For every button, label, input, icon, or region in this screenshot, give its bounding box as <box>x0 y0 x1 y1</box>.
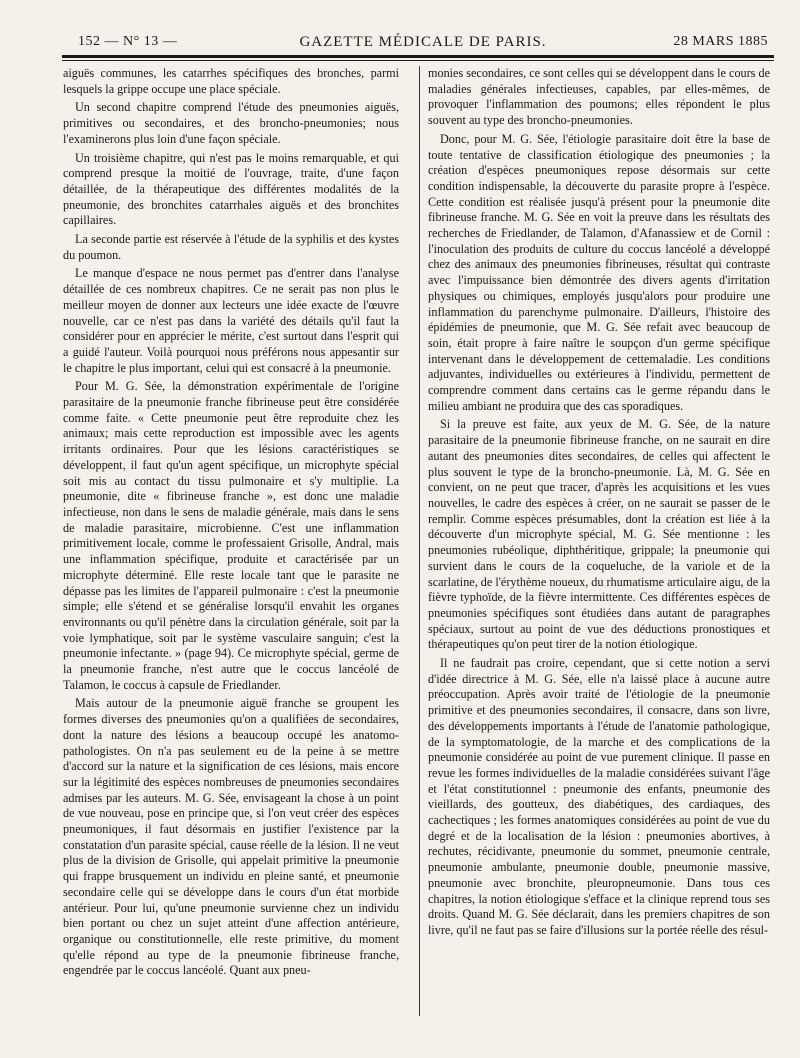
paragraph: monies secondaires, ce sont celles qui se développent dans le cours de maladies générales infectieuses, capables, par elles-mêmes, de provoquer l'inflammation des poumons; elles répondent le plus souvent au type des broncho-pneumonies. <box>428 66 770 128</box>
paragraph: Si la preuve est faite, aux yeux de M. G. Sée, de la nature parasitaire de la pneumonie fibrineuse franche, on ne saurait en dire autant des pneumonies dites secondaires, de celles qui affectent le plus souvent le type de la broncho-pneumonie. Là, M. G. Sée en convient, on ne peut que tracer, d'après les acquisitions et les vues nouvelles, le cadre des espèces à créer, on ne saurait se passer de le remplir. Comme espèces présumables, dont la création est liée à la découverte d'un microphyte spécial, M. G. Sée mentionne : les pneumonies rubéolique, diphthéritique, grippale; la pneumonie qui survient dans le cours de la coqueluche, de la variole et de la scarlatine, de l'érythème noueux, du rhumatisme articulaire aigu, de la fièvre typhoïde, de la fièvre intermittente. Ces différentes espèces de pneumonies spécifiques sont étudiées dans autant de paragraphes spéciaux, surtout au point de vue des déductions pronostiques et thérapeutiques qu'on peut tirer de la notion étiologique. <box>428 417 770 652</box>
paragraph: Un second chapitre comprend l'étude des pneumonies aiguës, primitives ou secondaires, et des broncho-pneumonies; nous l'examinerons plus loin d'une façon spéciale. <box>63 100 399 146</box>
paragraph: Pour M. G. Sée, la démonstration expérimentale de l'origine parasitaire de la pneumonie franche fibrineuse peut être considérée comme faite. « Cette pneumonie peut être reproduite chez les animaux; mais cette reproduction est impossible avec les agents irritants ordinaires. Pour que les lésions caractéristiques se développent, il faut qu'un agent spécifique, un microphyte spécial soit mis au contact du tissu pulmonaire et s'y multiplie. La pneumonie, dite « fibrineuse franche », est donc une maladie infectieuse, non dans le sens de maladie générale, mais dans le sens de maladie parasitaire, microbienne. C'est une inflammation primitivement locale, comme le professaient Grisolle, Andral, mais une inflammation spécifique, produite et caractérisée par un microphyte déterminé. Elle reste locale tant que le parasite ne dépasse pas les limites de l'appareil pulmonaire : c'est la pneumonie simple; elle s'étend et se généralise lorsqu'il envahit les organes environnants ou qu'il pénètre dans la circulation générale, soit par la voie lymphatique, soit par le système vasculaire sanguin; c'est la pneumonie infectante. » (page 94). Ce microphyte spécial, germe de la pneumonie franche, n'est autre que le coccus lancéolé de Talamon, le coccus à capsule de Friedlander. <box>63 379 399 692</box>
page-number: 152 — N° 13 — <box>78 34 178 49</box>
issue-date: 28 MARS 1885 <box>673 34 768 49</box>
paragraph: Le manque d'espace ne nous permet pas d'entrer dans l'analyse détaillée de ces nombreux chapitres. Ce ne serait pas non plus le meilleur moyen de donner aux lecteurs une idée exacte de l'œuvre nouvelle, car ce n'est pas dans la variété des détails qu'il faut la considérer pour en apprécier le mérite, c'est surtout dans l'esprit qui a guidé l'auteur. Voilà pourquoi nous préférons nous appesantir sur le chapitre le plus important, celui qui est consacré à la pneumonie. <box>63 266 399 375</box>
journal-title: GAZETTE MÉDICALE DE PARIS. <box>299 34 547 50</box>
header-rule-thin <box>62 60 774 61</box>
page-header <box>78 32 768 54</box>
paragraph: Donc, pour M. G. Sée, l'étiologie parasitaire doit être la base de toute tentative de classification étiologique des pneumonies ; la création d'espèces pneumoniques repose désormais sur cette condition indispensable, la découverte du parasite propre à l'espèce. Cette condition est réalisée jusqu'à présent pour la pneumonie dite fibrineuse franche. M. G. Sée en voit la preuve dans les résultats des recherches de Friedlander, de Talamon, d'Afanassiew et de Cornil : l'inoculation des produits de culture du coccus lancéolé a développé chez des animaux des pneumonies fibrineuses, résultat qui contraste avec l'impuissance bien démontrée des divers agents d'irritation physiques ou chimiques, employés jusqu'alors pour produire une inflammation du parenchyme pulmonaire. D'ailleurs, l'histoire des épidémies de pneumonie, que M. G. Sée refait avec beaucoup de soin, était propre à faire naître le soupçon d'un germe spécifique intervenant dans le développement de cettemaladie. Les conditions adjuvantes, individuelles ou extérieures à l'individu, permettent de comprendre comment dans certains cas le germe répandu dans le milieu ambiant ne produira que des cas sporadiques. <box>428 131 770 413</box>
paragraph: Il ne faudrait pas croire, cependant, que si cette notion a servi d'idée directrice à M. G. Sée, elle n'a laissé place à aucune autre préoccupation. Après avoir traité de l'étiologie de la pneumonie primitive et des pneumonies secondaires, il consacre, dans son livre, des développements importants à l'étude de l'anatomie pathologique, de la symptomatologie, de la marche et des complications de la pneumonie considérée au point de vue purement clinique. Il passe en revue les formes individuelles de la maladie considérées suivant l'âge et l'état constitutionnel : pneumonie des enfants, pneumonie des vieillards, des goutteux, des diabétiques, des cardiaques, des cachectiques ; les formes anatomiques considérées au point de vue du degré et de la localisation de la lésion : pneumonies abortives, à rechutes, récidivante, pneumonie du sommet, pneumonie centrale, pneumonie ambulante, pneumonie double, pneumonie massive, pneumonie avec bronchite, pleuropneumonie. Dans tous ces chapitres, la notion étiologique s'efface et la clinique reprend tous ses droits. Quand M. G. Sée déclarait, dans les premiers chapitres de son livre, qu'il ne faut pas se faire d'illusions sur la portée réelle des résul- <box>428 656 770 937</box>
paragraph: aiguës communes, les catarrhes spécifiques des bronches, parmi lesquels la grippe occupe une place spéciale. <box>63 66 399 96</box>
paragraph: Mais autour de la pneumonie aiguë franche se groupent les formes diverses des pneumonies qu'on a qualifiées de secondaires, dont la nature des lésions a beaucoup occupé les anatomo-pathologistes. On n'a pas seulement eu de la peine à se mettre d'accord sur la nature et la signification de ces lésions, mais encore sur la légitimité des espèces nombreuses de pneumonies secondaires admises par les auteurs. M. G. Sée, envisageant la chose à un point de vue nouveau, pose en principe que, si l'on veut créer des espèces pneumoniques, il faut désormais en justifier l'existence par la constatation d'un parasite spécial, cause réelle de la lésion. Il ne veut plus de la division de Grisolle, qui appelait primitive la pneumonie qui frappe brusquement un individu en pleine santé, et pneumonie secondaire celle qui se développe dans le cours d'un état morbide antérieur. Pour lui, qu'une pneumonie survienne chez un individu bien portant ou chez un sujet atteint d'une affection antérieure, organique ou constitutionnelle, elle reste primitive, du moment qu'elle répond au type de la pneumonie fibrineuse franche, engendrée par le coccus lancéolé. Quant aux pneu- <box>63 696 399 978</box>
left-column <box>63 66 399 982</box>
paragraph: La seconde partie est réservée à l'étude de la syphilis et des kystes du poumon. <box>63 232 399 262</box>
paragraph: Un troisième chapitre, qui n'est pas le moins remarquable, et qui comprend presque la moitié de l'ouvrage, traite, d'une façon détaillée, de la thérapeutique des différentes modalités de la pneumonie, des bronchites catarrhales aiguës et des bronchites capillaires. <box>63 150 399 228</box>
column-divider <box>419 66 420 1016</box>
header-rule-thick <box>62 55 774 58</box>
right-column <box>428 66 770 942</box>
